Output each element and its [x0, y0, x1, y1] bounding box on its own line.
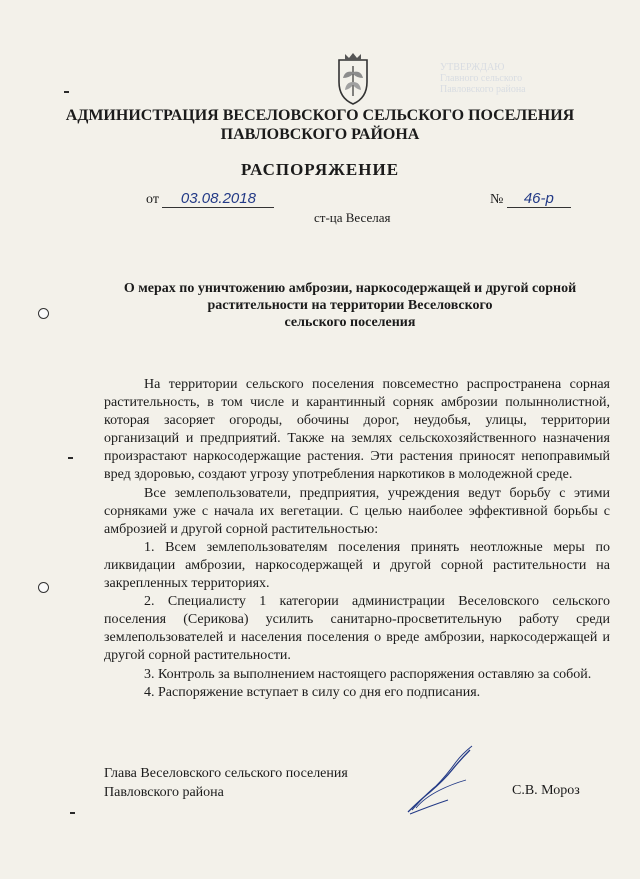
margin-mark	[64, 91, 69, 93]
body-paragraph: Все землепользователи, предприятия, учреждения ведут борьбу с этими сорняками уже с начала их вегетации. С целью наиболее эффективной борьбы с амброзией и другой сорной растительностью:	[104, 485, 610, 537]
signatory-title	[104, 764, 348, 802]
signatory-title-line-1: Глава Веселовского сельского поселения	[104, 766, 348, 781]
body-paragraph: 3. Контроль за выполнением настоящего распоряжения оставляю за собой.	[144, 666, 592, 682]
subject-line-2: растительности на территории Веселовского	[207, 298, 493, 313]
organization-header	[0, 106, 640, 144]
document-subject	[100, 280, 600, 331]
ghost-line: Главного сельского	[440, 73, 523, 84]
signatory-title-line-2: Павловского района	[104, 785, 224, 800]
date-prefix: от	[146, 192, 159, 207]
ghost-line: Павловского района	[440, 84, 526, 95]
signatory-name: С.В. Мороз	[512, 783, 580, 798]
date-value: 03.08.2018	[162, 190, 274, 208]
punch-hole	[38, 308, 49, 319]
number-prefix: №	[490, 192, 504, 207]
body-paragraph: На территории сельского поселения повсеместно распространена сорная растительность, в том числе и карантинный сорняк амброзии полыннолистной, которая засоряет огороды, обочины дорог, неудобья, улицы, территории организаций и предприятий. Также на землях сельскохозяйственного назначения произрастают наркосодержащие растения. Эти растения приносят непоправимый вред здоровью, создают угрозу употребления наркотиков в молодежной среде.	[104, 377, 610, 483]
number-value: 46-р	[507, 190, 571, 208]
document-body	[104, 376, 610, 702]
place-of-issue: ст-ца Веселая	[314, 210, 391, 225]
body-paragraph: 2. Специалисту 1 категории администрации Веселовского сельского поселения (Серикова) усилить санитарно-просветительную работу среди землепользователей и населения поселения о вреде амброзии, наркосодержащей и другой сорной растительности.	[104, 594, 610, 664]
handwritten-signature-icon	[400, 740, 480, 820]
document-type: РАСПОРЯЖЕНИЕ	[240, 160, 400, 179]
punch-hole	[38, 582, 49, 593]
margin-mark	[70, 812, 75, 814]
number-field	[490, 190, 571, 208]
subject-line-3: сельского поселения	[284, 315, 416, 330]
coat-of-arms-icon	[331, 52, 375, 106]
body-paragraph: 1. Всем землепользователям поселения принять неотложные меры по ликвидации амброзии, наркосодержащей и другой сорной растительности на закрепленных территориях.	[104, 539, 610, 592]
org-line-1: АДМИНИСТРАЦИЯ ВЕСЕЛОВСКОГО СЕЛЬСКОГО ПОСЕЛЕНИЯ	[65, 107, 575, 124]
body-paragraph: 4. Распоряжение вступает в силу со дня его подписания.	[144, 684, 481, 700]
margin-mark	[68, 457, 73, 459]
date-field	[146, 190, 274, 208]
ghost-line: УТВЕРЖДАЮ	[440, 62, 505, 73]
ghost-stamp-text	[440, 62, 526, 95]
subject-line-1: О мерах по уничтожению амброзии, наркосодержащей и другой сорной	[123, 281, 577, 296]
org-line-2: ПАВЛОВСКОГО РАЙОНА	[220, 126, 420, 143]
